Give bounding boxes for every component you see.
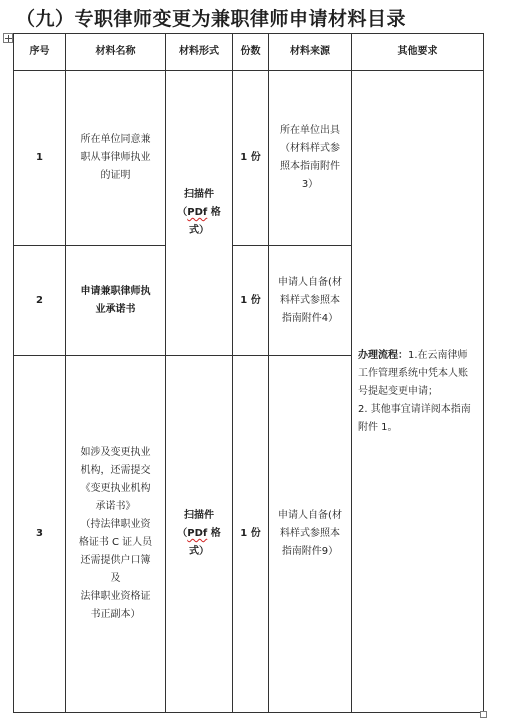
form-1-suffix: 格 (210, 207, 221, 218)
form-2-pdf: PDf (187, 528, 208, 539)
row-3-name-line: 承诺书》 (95, 501, 136, 512)
form-1-line: 式） (189, 225, 209, 236)
page-title: （九）专职律师变更为兼职律师申请材料目录 (16, 8, 407, 30)
row-2-name (66, 246, 166, 356)
form-1-paren: （ (177, 207, 188, 218)
row-1-name-line: 的证明 (100, 170, 131, 181)
table-row (14, 71, 484, 246)
table-resize-handle-icon[interactable] (480, 711, 487, 718)
row-3-name-line: （持法律职业资 (80, 519, 151, 530)
row-3-name-line: 如涉及变更执业 (80, 447, 151, 458)
row-2-source-line: 料样式参照本 (280, 294, 340, 306)
table-header-row (14, 34, 484, 71)
row-2-name-line: 申请兼职律师执 (80, 285, 151, 297)
row-1-no: 1 (14, 71, 66, 246)
form-1-line: 扫描件 (184, 189, 214, 200)
row-3-name (66, 356, 166, 713)
row-2-source-line: 指南附件4） (281, 312, 339, 324)
row-1-source (269, 71, 352, 246)
header-form: 材料形式 (166, 34, 233, 71)
row-2-source (269, 246, 352, 356)
materials-table (13, 33, 484, 713)
row-3-qty: 1 份 (233, 356, 269, 713)
other-requirements (352, 71, 484, 713)
form-1-pdf: PDf (187, 207, 208, 218)
row-3-name-line: 还需提供户口簿 (80, 555, 151, 566)
row-3-name-line: 机构，还需提交 (80, 465, 151, 476)
row-1-name-line: 职从事律师执业 (80, 152, 151, 163)
row-3-name-line: 《变更执业机构 (80, 483, 151, 494)
row-1-qty: 1 份 (233, 71, 269, 246)
form-group-1 (166, 71, 233, 356)
form-2-line: 式） (189, 546, 209, 557)
row-1-name-line: 所在单位同意兼 (80, 134, 151, 145)
requirements-label: 办理流程： (358, 349, 408, 361)
table-move-handle-icon[interactable] (3, 33, 13, 43)
row-2-source-line: 申请人自备(材 (278, 276, 342, 288)
row-3-name-line: 及 (110, 573, 121, 584)
row-3-name-line: 法律职业资格证 (80, 591, 151, 602)
row-3-source (269, 356, 352, 713)
row-2-qty: 1 份 (233, 246, 269, 356)
form-group-2 (166, 356, 233, 713)
row-3-source-line: 指南附件9） (281, 546, 339, 557)
requirements-step-1: 1.在云南律师工作管理系统中凭本人账号提起变更申请； (358, 349, 468, 397)
header-name: 材料名称 (66, 34, 166, 71)
row-1-source-line: 3） (301, 179, 319, 190)
row-1-source-line: （材料样式参 (280, 143, 340, 154)
form-2-line: 扫描件 (184, 510, 214, 521)
row-1-source-line: 所在单位出具 (280, 125, 340, 136)
row-3-name-line: 格证书 C 证人员 (78, 537, 153, 548)
row-2-no: 2 (14, 246, 66, 356)
requirements-step-2: 2. 其他事宜请详阅本指南附件 1。 (358, 403, 471, 433)
row-1-source-line: 照本指南附件 (280, 161, 340, 172)
row-2-name-line: 业承诺书 (95, 303, 136, 315)
header-no: 序号 (14, 34, 66, 71)
row-3-source-line: 申请人自备(材 (278, 510, 342, 521)
form-1-line (169, 204, 229, 222)
form-2-line (169, 525, 229, 543)
header-source: 材料来源 (269, 34, 352, 71)
form-2-paren: （ (177, 528, 188, 539)
row-1-name (66, 71, 166, 246)
row-3-no: 3 (14, 356, 66, 713)
row-3-source-line: 料样式参照本 (280, 528, 340, 539)
header-qty: 份数 (233, 34, 269, 71)
header-other: 其他要求 (352, 34, 484, 71)
form-2-suffix: 格 (210, 528, 221, 539)
row-3-name-line: 书正副本） (90, 609, 141, 620)
